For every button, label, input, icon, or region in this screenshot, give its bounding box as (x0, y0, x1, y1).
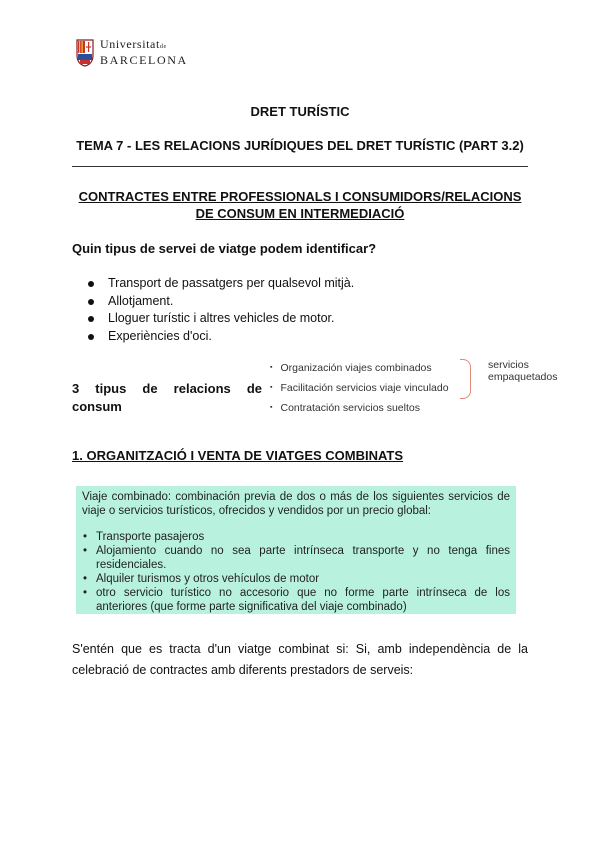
logo-line2: BARCELONA (100, 53, 188, 67)
logo-text (100, 38, 188, 67)
relation-type-item: ▪ Contratación servicios sueltos (270, 398, 449, 418)
relations-label-line2: consum (72, 399, 122, 414)
relation-types-list (270, 358, 449, 418)
logo-line1: Universitat (100, 37, 160, 51)
definition-list (82, 530, 510, 614)
page-subtitle: TEMA 7 - LES RELACIONS JURÍDIQUES DEL DRET TURÍSTIC (PART 3.2) (76, 138, 524, 153)
definition-box (76, 486, 516, 614)
closing-paragraph: S'entén que es tracta d'un viatge combinat si: Si, amb independència de la celebració de contractes amb diferents prestadors de serveis: (72, 642, 528, 677)
page-title: DRET TURÍSTIC (250, 104, 350, 119)
list-item: Transport de passatgers per qualsevol mitjà. (108, 275, 354, 293)
question-heading: Quin tipus de servei de viatge podem identificar? (72, 241, 377, 256)
relations-label-line1: 3 tipus de relacions de (72, 381, 262, 396)
definition-intro: Viaje combinado: combinación previa de dos o más de los siguientes servicios de viaje o servicios turísticos, ofrecidos y vendidos por un precio global: (82, 491, 510, 517)
section1-heading: 1. ORGANITZACIÓ I VENTA DE VIATGES COMBINATS (72, 448, 404, 463)
list-item: • Alojamiento cuando no sea parte intrínseca transporte y no tenga fines residenciales. (96, 544, 510, 572)
list-item: Experiències d'oci. (108, 328, 354, 346)
relation-type-item: ▪ Organización viajes combinados (270, 358, 449, 378)
relation-type-item: ▪ Facilitación servicios viaje vinculado (270, 378, 449, 398)
grouped-label: servicios empaquetados (488, 359, 558, 383)
divider (72, 166, 528, 167)
university-logo (76, 38, 188, 67)
relations-label (72, 380, 262, 416)
section-heading: CONTRACTES ENTRE PROFESSIONALS I CONSUMIDORS/RELACIONS DE CONSUM EN INTERMEDIACIÓ (78, 189, 522, 221)
services-list (72, 275, 354, 345)
list-item: • otro servicio turístico no accesorio que no forme parte intrínseca de los anteriores (que forme parte significativa del viaje combinado) (96, 586, 510, 614)
brace-icon (460, 359, 471, 399)
logo-line1-small: de (159, 44, 167, 50)
list-item: • Alquiler turismos y otros vehículos de motor (96, 572, 510, 586)
shield-icon (76, 39, 94, 67)
list-item: Allotjament. (108, 293, 354, 311)
list-item: • Transporte pasajeros (96, 530, 510, 544)
list-item: Lloguer turístic i altres vehicles de motor. (108, 310, 354, 328)
